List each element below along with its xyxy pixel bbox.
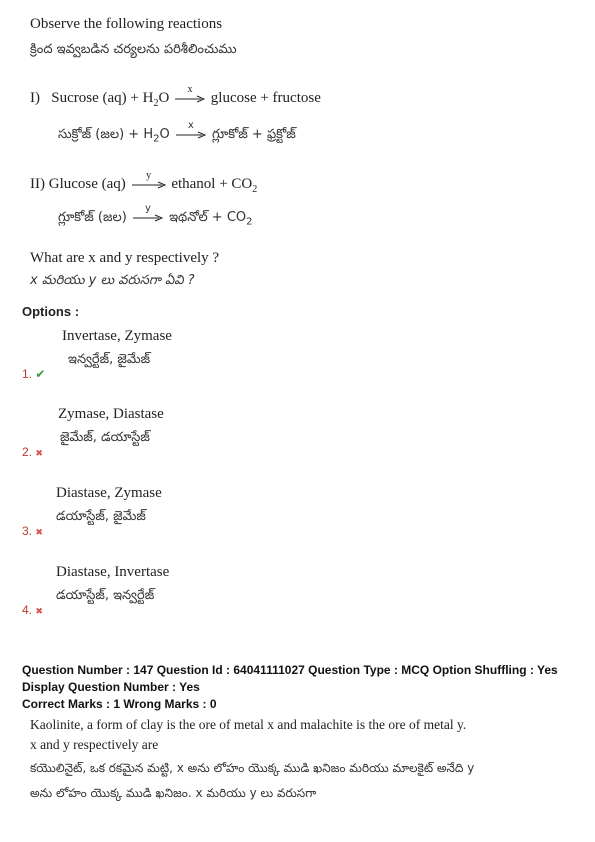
question-meta-line-1: Question Number : 147 Question Id : 64041111027 Question Type : MCQ Option Shuffling : Yes bbox=[22, 663, 558, 677]
reaction-1-num: I) bbox=[30, 90, 40, 106]
reaction-1-right: glucose + fructose bbox=[210, 90, 321, 106]
next-question-en-2: x and y respectively are bbox=[30, 737, 159, 752]
question-en: What are x and y respectively ? bbox=[30, 250, 220, 266]
reaction-2-te-right: ఇథనోల్ + CO bbox=[169, 210, 247, 225]
reaction-1-te-arrow bbox=[176, 119, 206, 139]
arrow-icon bbox=[133, 214, 163, 222]
reaction-2-te-left: గ్లూకోజ్ (జల) bbox=[58, 210, 127, 225]
reaction-2-en bbox=[30, 169, 258, 195]
reaction-1-sub: 2 bbox=[153, 98, 159, 109]
reaction-1-te-sub: 2 bbox=[153, 133, 160, 145]
next-question-te-2: అను లోహం యొక్క ముడి ఖనిజం. x మరియు y లు వరుసగా bbox=[30, 786, 317, 800]
arrow-icon bbox=[175, 95, 205, 103]
option-1-te[interactable]: ఇన్వర్టేజ్, జైమేజ్ bbox=[68, 352, 151, 367]
option-3-te[interactable]: డయాస్టేజ్, జైమేజ్ bbox=[56, 509, 146, 524]
option-4-te[interactable]: డయాస్టేజ్, ఇన్వర్టేజ్ bbox=[56, 588, 155, 603]
reaction-1-te-o: O bbox=[159, 127, 170, 142]
reaction-1-arrow-label: x bbox=[187, 83, 193, 95]
next-question-en-1: Kaolinite, a form of clay is the ore of metal x and malachite is the ore of metal y. bbox=[30, 717, 467, 732]
option-2-num: 2. bbox=[22, 445, 33, 459]
reaction-2-num: II) bbox=[30, 176, 45, 192]
next-question-te-1: కయొలినైట్, ఒక రకమైన మట్టి, x అను లోహం యొక్క ముడి ఖనిజం మరియు మాలకైట్ అనేది y bbox=[30, 761, 475, 775]
question-meta-line-3: Correct Marks : 1 Wrong Marks : 0 bbox=[22, 697, 217, 711]
reaction-2-left: Glucose (aq) bbox=[48, 176, 126, 192]
option-4-number bbox=[22, 603, 43, 617]
reaction-2-right: ethanol + CO bbox=[171, 176, 253, 192]
option-2-en[interactable]: Zymase, Diastase bbox=[58, 406, 164, 422]
question-te: x మరియు y లు వరుసగా ఏవి ? bbox=[30, 273, 195, 288]
reaction-1-te-left: సుక్రోజ్ (జల) + H bbox=[58, 127, 154, 142]
question-meta-line-2: Display Question Number : Yes bbox=[22, 680, 200, 694]
reaction-2-te-sub: 2 bbox=[246, 216, 253, 228]
option-4-en[interactable]: Diastase, Invertase bbox=[56, 564, 170, 580]
cross-icon: ✖ bbox=[35, 527, 43, 537]
option-1-num: 1. bbox=[22, 367, 33, 381]
arrow-icon bbox=[132, 181, 166, 189]
reaction-2-te bbox=[58, 202, 253, 228]
option-3-number bbox=[22, 524, 43, 538]
reaction-1-arrow bbox=[175, 83, 205, 103]
reaction-2-arrow-label: y bbox=[146, 169, 152, 181]
reaction-2-sub: 2 bbox=[252, 184, 258, 195]
reaction-1-en bbox=[30, 83, 321, 109]
option-3-num: 3. bbox=[22, 524, 33, 538]
reaction-1-te-right: గ్లూకోజ్ + ఫ్రక్టోజ్ bbox=[211, 127, 296, 142]
cross-icon: ✖ bbox=[35, 606, 43, 616]
option-2-number bbox=[22, 445, 43, 459]
reaction-2-arrow bbox=[132, 169, 166, 189]
options-label: Options : bbox=[22, 304, 80, 319]
reaction-1-te-arrow-label: x bbox=[187, 119, 194, 131]
question-intro-te: క్రింద ఇవ్వబడిన చర్యలను పరిశీలించుము bbox=[30, 42, 237, 57]
option-1-number bbox=[22, 367, 45, 381]
option-3-en[interactable]: Diastase, Zymase bbox=[56, 485, 162, 501]
cross-icon: ✖ bbox=[35, 448, 43, 458]
option-1-en[interactable]: Invertase, Zymase bbox=[62, 328, 172, 344]
option-2-te[interactable]: జైమేజ్, డయాస్టేజ్ bbox=[60, 430, 150, 445]
reaction-1-o: O bbox=[158, 90, 170, 106]
reaction-1-left: Sucrose (aq) + H bbox=[51, 90, 154, 106]
reaction-2-te-arrow-label: y bbox=[144, 202, 151, 214]
reaction-2-te-arrow bbox=[133, 202, 163, 222]
arrow-icon bbox=[176, 131, 206, 139]
question-intro-en: Observe the following reactions bbox=[30, 16, 223, 32]
option-4-num: 4. bbox=[22, 603, 33, 617]
check-icon: ✔ bbox=[35, 367, 46, 381]
reaction-1-te bbox=[58, 119, 296, 145]
